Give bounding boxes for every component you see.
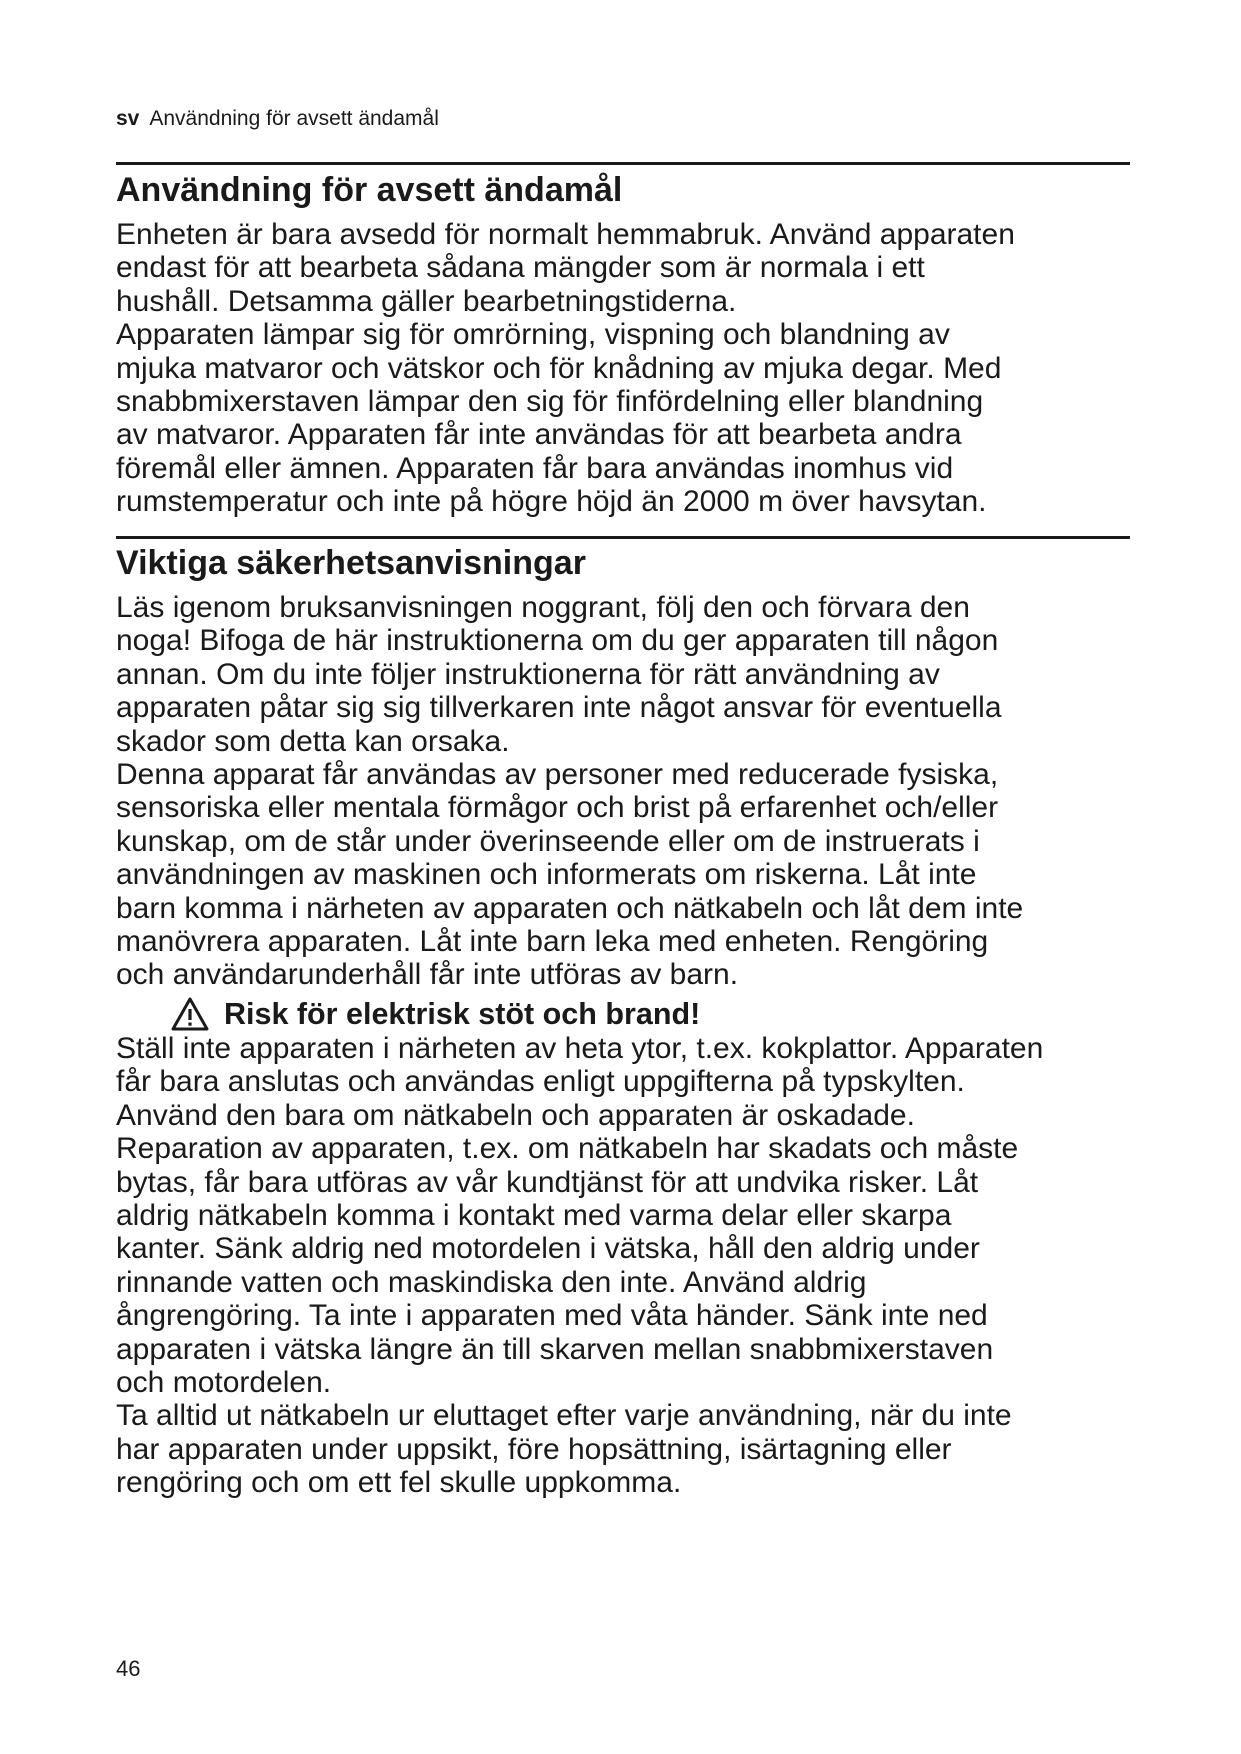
text-line: aldrig nätkabeln komma i kontakt med varma delar eller skarpa (116, 1199, 952, 1233)
text-line: Apparaten lämpar sig för omrörning, vispning och blandning av (116, 318, 950, 352)
text-line: Ställ inte apparaten i närheten av heta ytor, t.ex. kokplattor. Apparaten (116, 1032, 1044, 1065)
text-line: Enheten är bara avsedd för normalt hemmabruk. Använd apparaten (116, 218, 1015, 251)
intended-use-text (116, 218, 1136, 519)
section-title-safety: Viktiga säkerhetsanvisningar (116, 544, 586, 582)
text-line: föremål eller ämnen. Apparaten får bara användas inomhus vid (116, 451, 954, 485)
text-line: kanter. Sänk aldrig ned motordelen i vätska, håll den aldrig under (116, 1232, 980, 1266)
text-line: av matvaror. Apparaten får inte användas för att bearbeta andra (116, 418, 962, 452)
text-line: manövrera apparaten. Låt inte barn leka med enheten. Rengöring (116, 925, 989, 959)
warning-text (116, 1032, 1136, 1500)
text-line: Denna apparat får användas av personer med reducerade fysiska, (116, 758, 999, 792)
page-number: 46 (116, 1656, 141, 1681)
text-line: rumstemperatur och inte på högre höjd än 2000 m över havsytan. (116, 485, 987, 519)
text-line: kunskap, om de står under överinseende eller om de instruerats i (116, 824, 980, 858)
text-line: användningen av maskinen och informerats om riskerna. Låt inte (116, 858, 977, 892)
text-line: snabbmixerstaven lämpar den sig för finfördelning eller blandning (116, 385, 984, 419)
divider-2 (116, 536, 1130, 539)
text-line: sensoriska eller mentala förmågor och brist på erfarenhet och/eller (116, 791, 999, 825)
warning-title: Risk för elektrisk stöt och brand! (224, 997, 701, 1031)
text-line: barn komma i närheten av apparaten och nätkabeln och låt dem inte (116, 891, 1024, 925)
text-line: Reparation av apparaten, t.ex. om nätkabeln har skadats och måste (116, 1132, 1019, 1166)
text-line: Läs igenom bruksanvisningen noggrant, följ den och förvara den (116, 591, 970, 624)
text-line: apparaten i vätska längre än till skarven mellan snabbmixerstaven (116, 1332, 994, 1366)
text-line: bytas, får bara utföras av vår kundtjänst för att undvika risker. Låt (116, 1165, 979, 1199)
text-line: och användarunderhåll får inte utföras av barn. (116, 958, 739, 992)
divider-1 (116, 162, 1130, 165)
text-line: noga! Bifoga de här instruktionerna om du ger apparaten till någon (116, 624, 999, 658)
text-line: rengöring och om ett fel skulle uppkomma. (116, 1466, 682, 1500)
text-line: och motordelen. (116, 1366, 332, 1400)
text-line: Ta alltid ut nätkabeln ur eluttaget efter varje användning, när du inte (116, 1399, 1012, 1433)
text-line: rinnande vatten och maskindiska den inte. Använd aldrig (116, 1265, 867, 1299)
text-line: mjuka matvaror och vätskor och för knådning av mjuka degar. Med (116, 351, 1002, 385)
text-line: skador som detta kan orsaka. (116, 724, 510, 758)
text-line: endast för att bearbeta sådana mängder som är normala i ett (116, 251, 925, 285)
text-line: får bara anslutas och användas enligt uppgifterna på typskylten. (116, 1065, 965, 1099)
text-line: hushåll. Detsamma gäller bearbetningstiderna. (116, 284, 737, 318)
warning-triangle-icon (170, 996, 210, 1032)
warning-heading (170, 996, 700, 1032)
header-section-title: Användning för avsett ändamål (149, 107, 439, 130)
running-header (116, 106, 439, 132)
text-line: har apparaten under uppsikt, före hopsättning, isärtagning eller (116, 1432, 952, 1466)
text-line: apparaten påtar sig sig tillverkaren inte något ansvar för eventuella (116, 691, 1002, 725)
section-title-intended-use: Användning för avsett ändamål (116, 171, 623, 209)
language-code: sv (116, 107, 140, 130)
safety-text (116, 591, 1136, 992)
text-line: annan. Om du inte följer instruktionerna för rätt användning av (116, 657, 940, 691)
text-line: Använd den bara om nätkabeln och apparaten är oskadade. (116, 1098, 915, 1132)
text-line: ångrengöring. Ta inte i apparaten med våta händer. Sänk inte ned (116, 1299, 988, 1333)
